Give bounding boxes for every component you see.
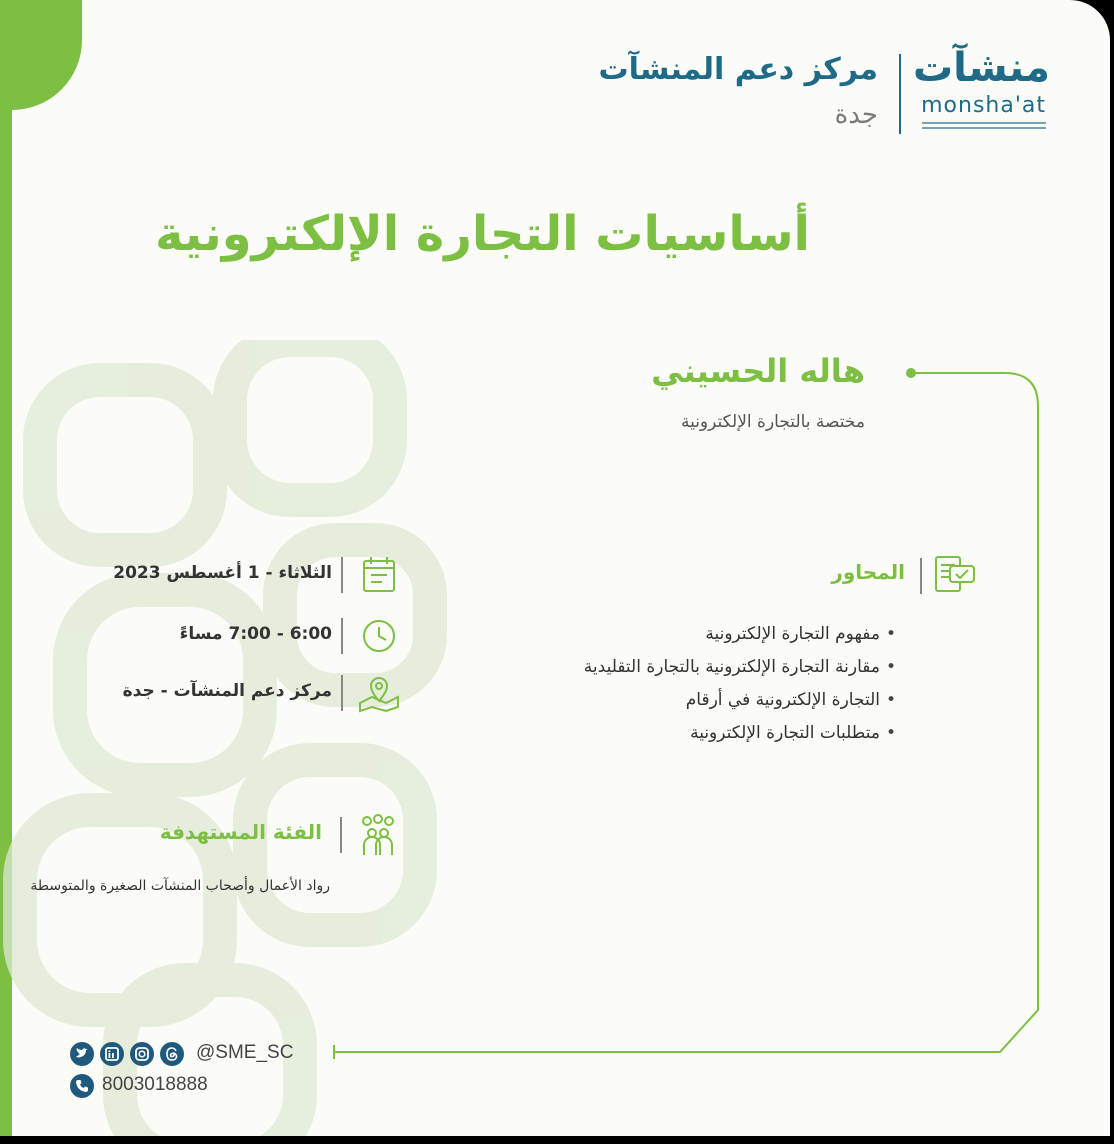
phone-number[interactable]: 8003018888 — [102, 1074, 208, 1095]
event-time-row — [98, 616, 398, 656]
logo-arabic-text: منشآت — [912, 45, 1050, 91]
topics-list — [584, 618, 902, 750]
chat-document-icon — [933, 553, 977, 597]
green-corner-shape — [0, 0, 82, 110]
map-pin-icon — [358, 673, 400, 713]
event-date: الثلاثاء - 1 أغسطس 2023 — [113, 563, 332, 583]
instagram-icon[interactable] — [130, 1042, 154, 1066]
speaker-role: مختصة بالتجارة الإلكترونية — [680, 412, 865, 432]
event-time: 6:00 - 7:00 مساءً — [179, 624, 332, 644]
event-location: مركز دعم المنشآت - جدة — [122, 681, 332, 701]
center-name: مركز دعم المنشآت — [598, 52, 878, 87]
time-divider — [341, 618, 343, 654]
list-item: • مفهوم التجارة الإلكترونية — [584, 618, 902, 651]
header-divider — [899, 54, 901, 134]
list-item: • متطلبات التجارة الإلكترونية — [584, 717, 902, 750]
background-pattern — [0, 340, 470, 1136]
speaker-name: هاله الحسيني — [651, 352, 865, 390]
monshaat-logo — [912, 45, 1050, 140]
audience-divider — [340, 817, 342, 853]
logo-latin-text: monsha'at — [921, 93, 1046, 118]
group-people-icon — [356, 813, 400, 857]
phone-icon — [70, 1074, 94, 1098]
logo-tagline-lines — [922, 121, 1046, 131]
date-divider — [341, 557, 343, 593]
audience-heading: الفئة المستهدفة — [159, 820, 322, 844]
list-item: • التجارة الإلكترونية في أرقام — [584, 684, 902, 717]
center-city: جدة — [834, 100, 878, 130]
event-location-row — [98, 673, 398, 713]
threads-icon[interactable] — [160, 1042, 184, 1066]
workshop-title: أساسيات التجارة الإلكترونية — [155, 206, 810, 262]
topics-divider — [920, 558, 922, 594]
event-date-row — [98, 555, 398, 595]
audience-description: رواد الأعمال وأصحاب المنشآت الصغيرة والمتوسطة — [30, 878, 330, 894]
list-item: • مقارنة التجارة الإلكترونية بالتجارة التقليدية — [584, 651, 902, 684]
calendar-icon — [358, 555, 400, 595]
twitter-icon[interactable] — [70, 1042, 94, 1066]
location-divider — [341, 675, 343, 711]
topics-heading: المحاور — [831, 560, 905, 584]
social-handle[interactable]: @SME_SC — [196, 1042, 294, 1063]
clock-icon — [358, 616, 400, 656]
linkedin-icon[interactable] — [100, 1042, 124, 1066]
